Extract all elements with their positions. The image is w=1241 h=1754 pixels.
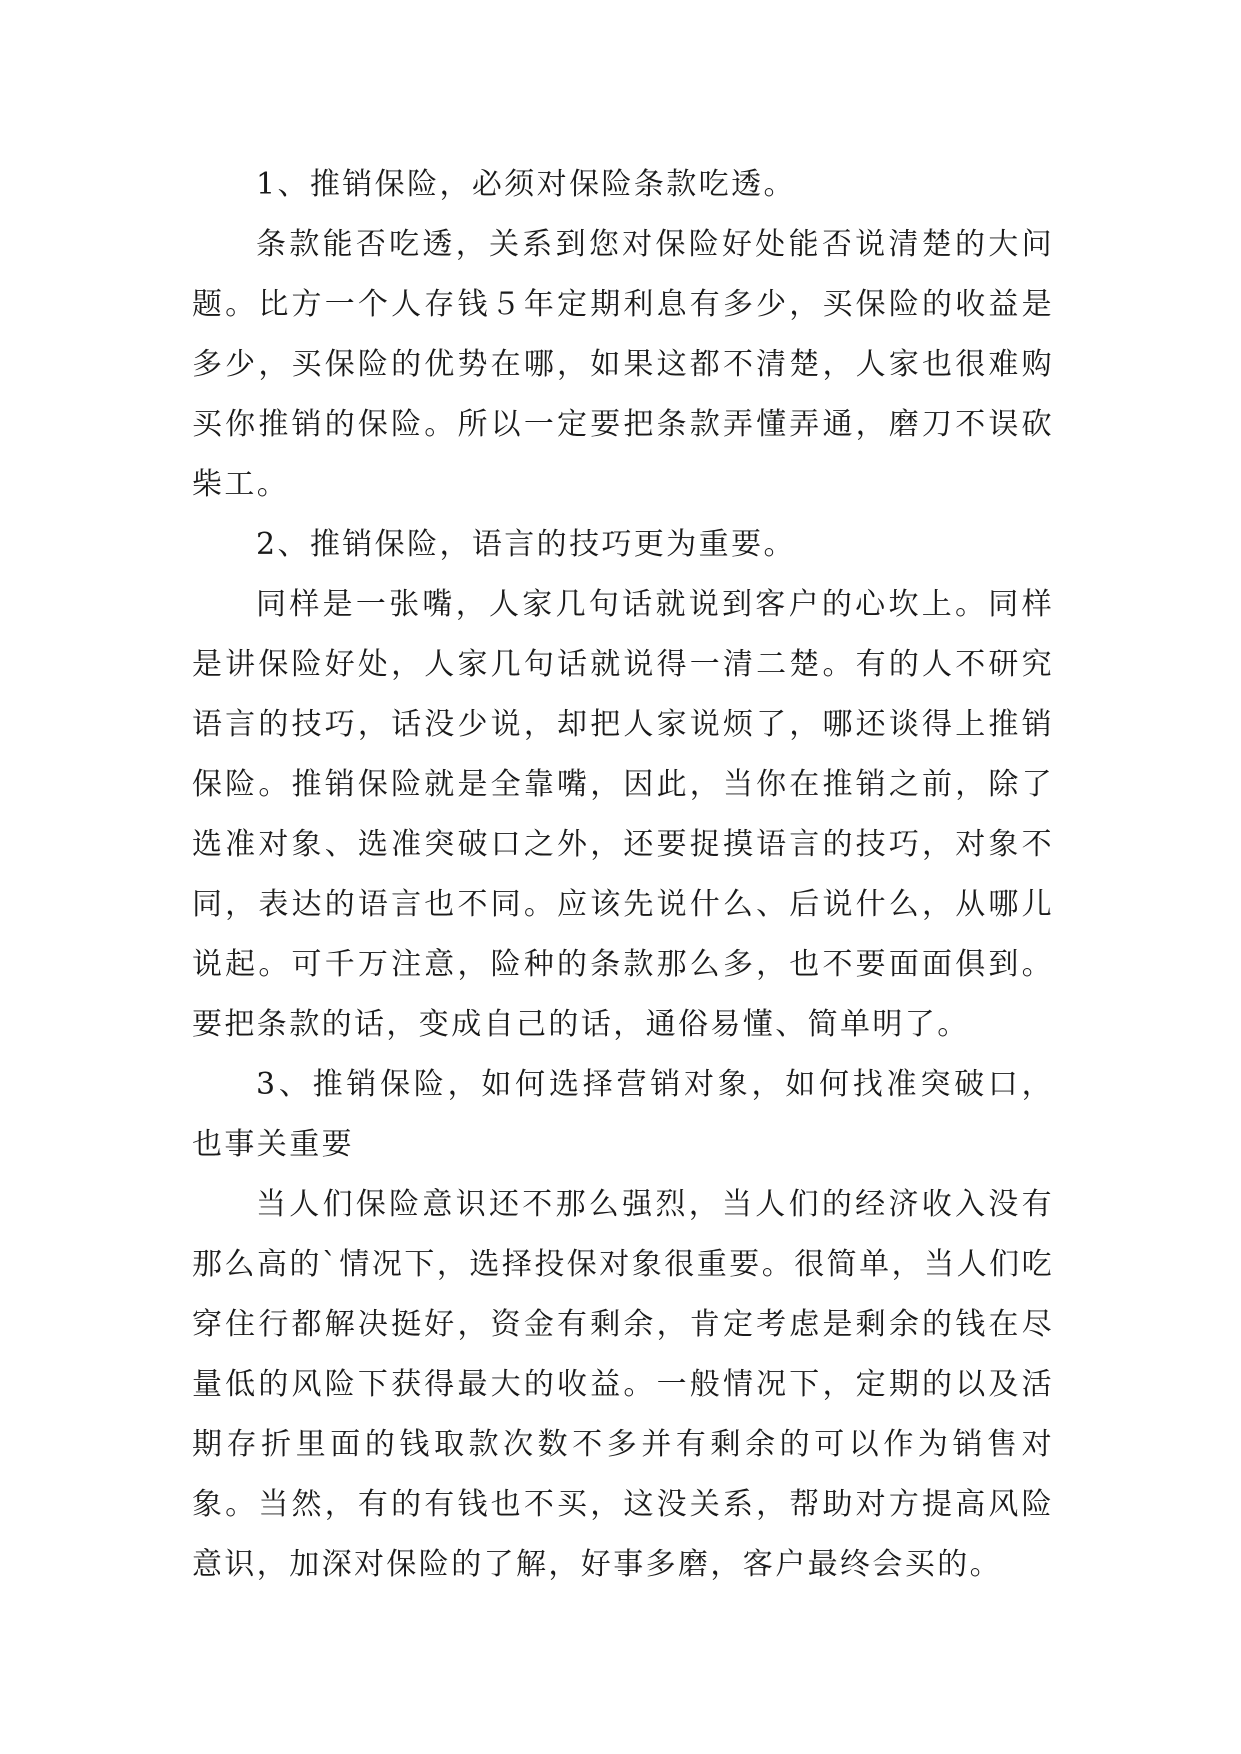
paragraph-1: 条款能否吃透，关系到您对保险好处能否说清楚的大问题。比方一个人存钱５年定期利息有多少，买保险的收益是多少，买保险的优势在哪，如果这都不清楚，人家也很难购买你推销的保险。所以一定要把条款弄懂弄通，磨刀不误砍柴工。 [192,227,1054,502]
paragraph-2: 同样是一张嘴，人家几句话就说到客户的心坎上。同样是讲保险好处，人家几句话就说得一清二楚。有的人不研究语言的技巧，话没少说，却把人家说烦了，哪还谈得上推销保险。推销保险就是全靠嘴，因此，当你在推销之前，除了选准对象、选准突破口之外，还要捉摸语言的技巧，对象不同，表达的语言也不同。应该先说什么、后说什么，从哪儿说起。可千万注意，险种的条款那么多，也不要面面俱到。要把条款的话，变成自己的话，通俗易懂、简单明了。 [192,587,1054,1042]
paragraph-3: 当人们保险意识还不那么强烈，当人们的经济收入没有那么高的`情况下，选择投保对象很重要。很简单，当人们吃穿住行都解决挺好，资金有剩余，肯定考虑是剩余的钱在尽量低的风险下获得最大的收益。一般情况下，定期的以及活期存折里面的钱取款次数不多并有剩余的可以作为销售对象。当然，有的有钱也不买，这没关系，帮助对方提高风险意识，加深对保险的了解，好事多磨，客户最终会买的。 [192,1187,1054,1582]
document-body [192,155,1054,1595]
heading-2: 2、推销保险，语言的技巧更为重要。 [256,527,796,562]
heading-1: 1、推销保险，必须对保险条款吃透。 [256,167,796,202]
heading-3: 3、推销保险，如何选择营销对象，如何找准突破口，也事关重要 [192,1067,1054,1162]
